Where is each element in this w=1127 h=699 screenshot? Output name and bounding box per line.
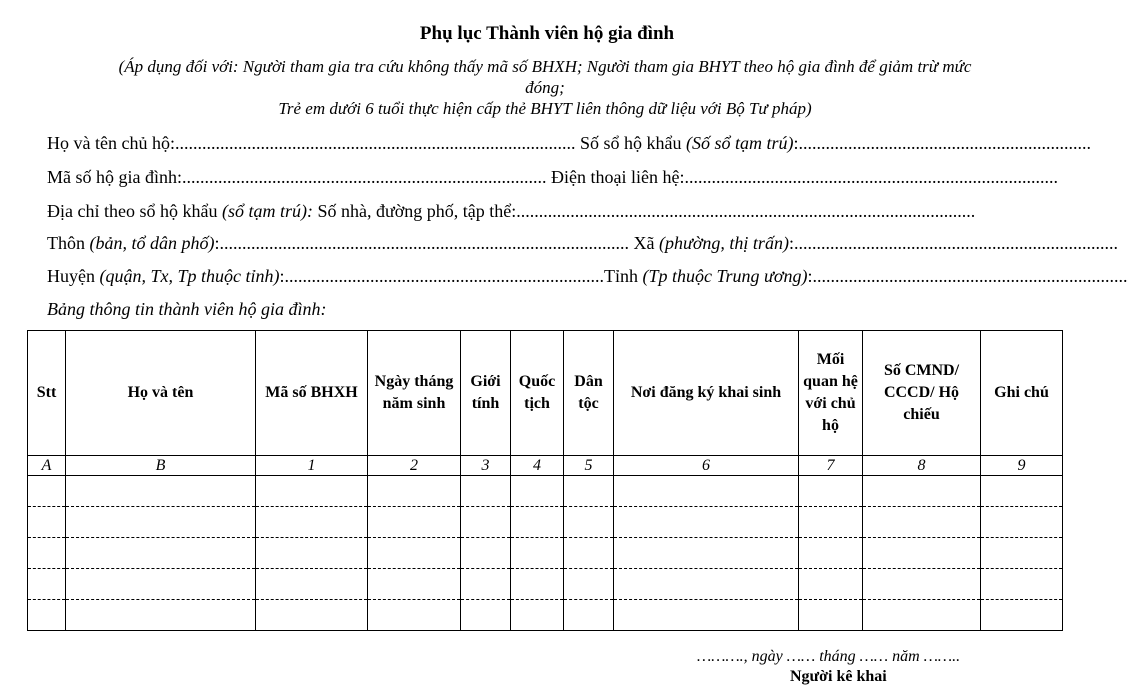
signature-date-line[interactable]: ………., ngày …… tháng …… năm ……..	[697, 648, 961, 665]
subtitle-line-1: (Áp dụng đối với: Người tham gia tra cứu không thấy mã số BHXH; Người tham gia BHYT theo hộ gia đình để giảm trừ mức	[118, 57, 972, 76]
phone-label: Điện thoại liên hệ:	[546, 167, 685, 187]
field-district-province	[47, 264, 1127, 290]
address-label: Địa chỉ theo sổ hộ khẩu	[47, 201, 222, 221]
district-blank[interactable]: :.......................................................................	[279, 266, 605, 286]
table-cell[interactable]	[799, 569, 863, 600]
table-cell[interactable]	[368, 569, 461, 600]
column-number: B	[66, 456, 256, 476]
table-cell[interactable]	[511, 507, 564, 538]
column-number: 7	[799, 456, 863, 476]
table-cell[interactable]	[511, 476, 564, 507]
field-household-head	[47, 131, 1094, 157]
header-ethnicity: Dân tộc	[564, 331, 614, 456]
table-cell[interactable]	[799, 507, 863, 538]
table-cell[interactable]	[66, 538, 256, 569]
household-book-label: Số sổ hộ khẩu	[575, 133, 686, 153]
table-cell[interactable]	[368, 507, 461, 538]
commune-label: Xã	[629, 233, 660, 253]
table-cell[interactable]	[863, 538, 981, 569]
column-number: 5	[564, 456, 614, 476]
table-cell[interactable]	[981, 600, 1063, 631]
column-number-row	[28, 456, 1063, 476]
table-header-row	[28, 331, 1063, 456]
table-cell[interactable]	[66, 600, 256, 631]
street-blank[interactable]: ......................................................................................................	[516, 201, 976, 221]
column-number: A	[28, 456, 66, 476]
field-hamlet-commune	[47, 231, 1118, 257]
household-code-label: Mã số hộ gia đình:	[47, 167, 182, 187]
table-cell[interactable]	[799, 538, 863, 569]
street-label: Số nhà, đường phố, tập thể:	[312, 201, 517, 221]
column-number: 6	[614, 456, 799, 476]
table-cell[interactable]	[256, 538, 368, 569]
table-cell[interactable]	[863, 476, 981, 507]
table-cell[interactable]	[981, 507, 1063, 538]
province-blank[interactable]: :......................................................................	[807, 266, 1127, 286]
household-book-blank[interactable]: :.................................................................	[793, 133, 1091, 153]
table-cell[interactable]	[981, 538, 1063, 569]
header-full-name: Họ và tên	[66, 331, 256, 456]
table-cell[interactable]	[461, 600, 511, 631]
column-number: 8	[863, 456, 981, 476]
table-cell[interactable]	[614, 538, 799, 569]
table-cell[interactable]	[511, 600, 564, 631]
hamlet-blank[interactable]: :...........................................................................................	[214, 233, 630, 253]
province-label: Tỉnh	[604, 266, 643, 286]
household-head-label: Họ và tên chủ hộ:	[47, 133, 175, 153]
members-table	[27, 330, 1063, 631]
table-row	[28, 476, 1063, 507]
table-cell[interactable]	[368, 476, 461, 507]
document-subtitle	[48, 56, 1042, 119]
table-cell[interactable]	[511, 538, 564, 569]
table-cell[interactable]	[28, 569, 66, 600]
table-cell[interactable]	[256, 600, 368, 631]
hamlet-label: Thôn	[47, 233, 90, 253]
table-caption: Bảng thông tin thành viên hộ gia đình:	[47, 299, 327, 319]
table-cell[interactable]	[799, 476, 863, 507]
column-number: 2	[368, 456, 461, 476]
district-label-note: (quận, Tx, Tp thuộc tỉnh)	[99, 266, 280, 286]
table-row	[28, 600, 1063, 631]
province-label-note: (Tp thuộc Trung ương)	[642, 266, 808, 286]
header-stt: Stt	[28, 331, 66, 456]
field-household-code	[47, 165, 1094, 191]
table-cell[interactable]	[461, 476, 511, 507]
subtitle-line-2: đóng;	[525, 78, 565, 97]
table-cell[interactable]	[564, 476, 614, 507]
table-cell[interactable]	[256, 507, 368, 538]
table-cell[interactable]	[564, 538, 614, 569]
field-address	[47, 199, 1094, 225]
table-cell[interactable]	[256, 569, 368, 600]
table-cell[interactable]	[564, 507, 614, 538]
header-id-number: Số CMND/ CCCD/ Hộ chiếu	[863, 331, 981, 456]
table-cell[interactable]	[66, 507, 256, 538]
document-title: Phụ lục Thành viên hộ gia đình	[419, 23, 675, 44]
subtitle-line-3: Trẻ em dưới 6 tuổi thực hiện cấp thẻ BHYT liên thông dữ liệu với Bộ Tư pháp)	[278, 99, 812, 118]
header-gender: Giới tính	[461, 331, 511, 456]
table-cell[interactable]	[614, 476, 799, 507]
address-label-note: (sổ tạm trú):	[221, 201, 313, 221]
column-number: 4	[511, 456, 564, 476]
table-cell[interactable]	[511, 569, 564, 600]
table-cell[interactable]	[614, 569, 799, 600]
table-cell[interactable]	[614, 507, 799, 538]
column-number: 3	[461, 456, 511, 476]
table-cell[interactable]	[863, 569, 981, 600]
district-label: Huyện	[47, 266, 100, 286]
signer-label: Người kê khai	[790, 668, 887, 685]
table-cell[interactable]	[28, 476, 66, 507]
table-cell[interactable]	[564, 569, 614, 600]
table-cell[interactable]	[461, 569, 511, 600]
table-cell[interactable]	[368, 538, 461, 569]
table-cell[interactable]	[981, 569, 1063, 600]
header-notes: Ghi chú	[981, 331, 1063, 456]
table-cell[interactable]	[28, 600, 66, 631]
table-cell[interactable]	[799, 600, 863, 631]
header-social-insurance-code: Mã số BHXH	[256, 331, 368, 456]
table-cell[interactable]	[66, 476, 256, 507]
header-date-of-birth: Ngày tháng năm sinh	[368, 331, 461, 456]
table-cell[interactable]	[863, 600, 981, 631]
table-cell[interactable]	[368, 600, 461, 631]
table-cell[interactable]	[614, 600, 799, 631]
phone-blank[interactable]: ...................................................................................	[684, 167, 1058, 187]
table-cell[interactable]	[28, 538, 66, 569]
table-cell[interactable]	[461, 538, 511, 569]
table-cell[interactable]	[256, 476, 368, 507]
header-nationality: Quốc tịch	[511, 331, 564, 456]
header-birth-registration-place: Nơi đăng ký khai sinh	[614, 331, 799, 456]
household-book-label-note: (Số sổ tạm trú)	[685, 133, 794, 153]
table-cell[interactable]	[564, 600, 614, 631]
table-cell[interactable]	[28, 507, 66, 538]
table-cell[interactable]	[981, 476, 1063, 507]
table-row	[28, 507, 1063, 538]
hamlet-label-note: (bản, tổ dân phố)	[89, 233, 215, 253]
table-row	[28, 569, 1063, 600]
column-number: 1	[256, 456, 368, 476]
column-number: 9	[981, 456, 1063, 476]
household-head-blank[interactable]: .........................................................................................	[174, 133, 576, 153]
commune-blank[interactable]: :........................................................................	[788, 233, 1118, 253]
commune-label-note: (phường, thị trấn)	[659, 233, 789, 253]
header-relationship: Mối quan hệ với chủ hộ	[799, 331, 863, 456]
table-row	[28, 538, 1063, 569]
table-cell[interactable]	[863, 507, 981, 538]
table-cell[interactable]	[66, 569, 256, 600]
table-cell[interactable]	[461, 507, 511, 538]
household-code-blank[interactable]: .................................................................................	[182, 167, 547, 187]
